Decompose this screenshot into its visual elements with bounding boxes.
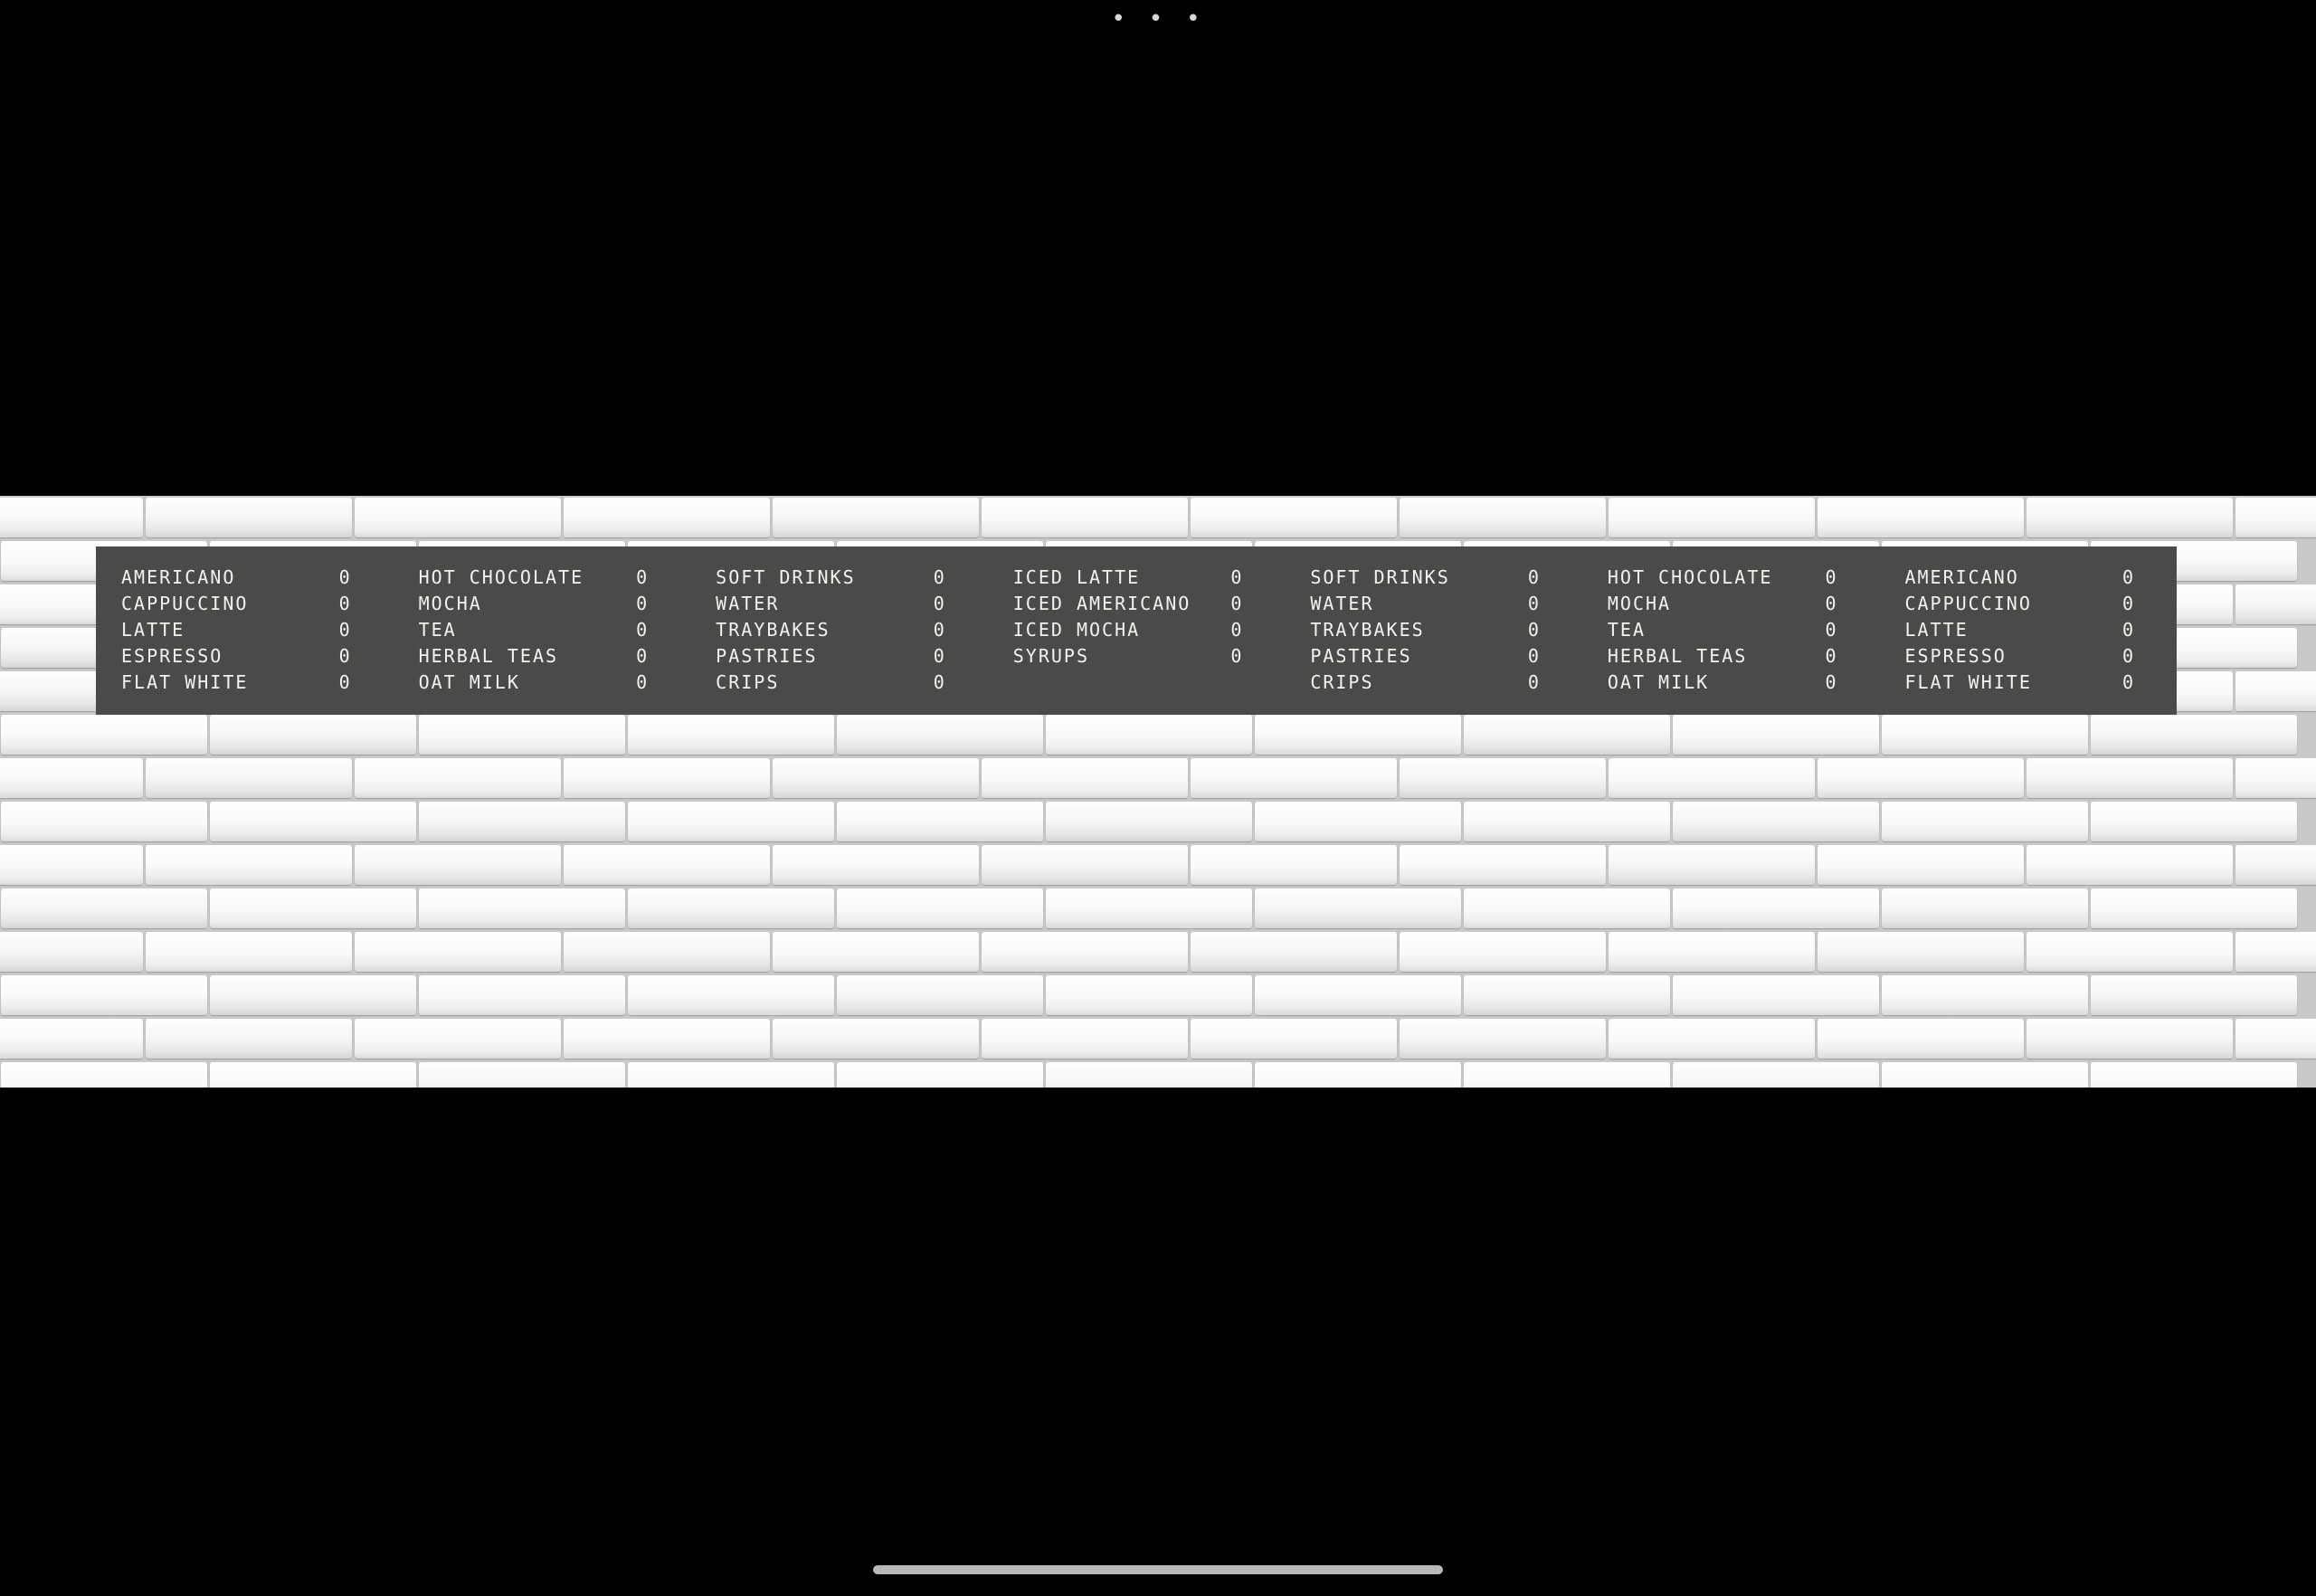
menu-item-row[interactable] — [419, 566, 691, 593]
menu-item-quantity[interactable]: 0 — [2122, 593, 2134, 614]
wall-tile — [1, 802, 207, 841]
menu-item-row[interactable] — [1904, 645, 2177, 671]
wall-tile — [1, 975, 207, 1015]
wall-tile — [564, 932, 770, 972]
wall-tile — [1882, 888, 2088, 928]
brick-row — [0, 800, 2235, 843]
menu-item-quantity[interactable]: 0 — [1825, 671, 1837, 693]
menu-item-row[interactable] — [1013, 619, 1286, 645]
menu-item-row[interactable] — [121, 619, 394, 645]
menu-item-quantity[interactable]: 0 — [2122, 645, 2134, 667]
wall-tile — [2235, 845, 2316, 885]
wall-tile — [982, 845, 1188, 885]
menu-item-quantity[interactable]: 0 — [338, 645, 350, 667]
wall-tile — [773, 1019, 979, 1059]
wall-tile — [1818, 932, 2024, 972]
menu-item-quantity[interactable]: 0 — [933, 593, 944, 614]
wall-tile — [419, 975, 625, 1015]
menu-item-label: CAPPUCCINO — [1904, 593, 2032, 614]
menu-item-row[interactable] — [121, 566, 394, 593]
menu-item-label: WATER — [1310, 593, 1374, 614]
menu-board — [96, 546, 2177, 715]
menu-item-label: AMERICANO — [1904, 566, 2019, 588]
wall-tile — [1255, 715, 1461, 755]
wall-tile — [2235, 671, 2316, 711]
wall-tile — [1818, 498, 2024, 537]
wall-tile — [210, 715, 416, 755]
menu-item-row[interactable] — [716, 566, 988, 593]
menu-item-quantity[interactable]: 0 — [1230, 593, 1242, 614]
wall-tile — [1046, 888, 1252, 928]
brick-row — [0, 496, 2316, 539]
wall-tile — [1400, 498, 1606, 537]
menu-item-quantity[interactable]: 0 — [636, 566, 648, 588]
menu-item-label: PASTRIES — [716, 645, 818, 667]
wall-tile — [1400, 845, 1606, 885]
menu-item-row[interactable] — [1310, 671, 1582, 698]
menu-item-label: LATTE — [121, 619, 185, 641]
brick-row — [0, 930, 2316, 974]
menu-item-quantity[interactable]: 0 — [1527, 671, 1539, 693]
menu-item-quantity[interactable]: 0 — [933, 619, 944, 641]
menu-item-label: ICED MOCHA — [1012, 619, 1141, 641]
wall-tile — [146, 498, 352, 537]
wall-tile — [564, 1019, 770, 1059]
menu-item-quantity[interactable]: 0 — [1527, 593, 1539, 614]
brick-row — [0, 1060, 2235, 1088]
menu-item-quantity[interactable]: 0 — [1230, 645, 1242, 667]
wall-tile — [419, 1062, 625, 1088]
wall-tile — [1673, 715, 1879, 755]
wall-tile — [2026, 758, 2233, 798]
menu-item-row[interactable] — [1608, 566, 1880, 593]
wall-tile — [146, 758, 352, 798]
menu-item-row[interactable] — [1310, 619, 1582, 645]
menu-item-quantity[interactable]: 0 — [636, 671, 648, 693]
wall-tile — [1191, 758, 1397, 798]
menu-item-label: TRAYBAKES — [1310, 619, 1425, 641]
menu-item-row[interactable] — [1608, 645, 1880, 671]
menu-item-quantity[interactable]: 0 — [933, 566, 944, 588]
wall-tile — [982, 498, 1188, 537]
wall-tile — [1, 1062, 207, 1088]
menu-item-quantity[interactable]: 0 — [1230, 566, 1242, 588]
menu-item-quantity[interactable]: 0 — [933, 671, 944, 693]
wall-tile — [0, 498, 143, 537]
wall-tile — [2026, 845, 2233, 885]
wall-tile — [1464, 715, 1670, 755]
wall-tile — [0, 1019, 143, 1059]
menu-item-row[interactable] — [121, 645, 394, 671]
menu-item-quantity[interactable]: 0 — [933, 645, 944, 667]
wall-tile — [210, 975, 416, 1015]
wall-tile — [1046, 1062, 1252, 1088]
wall-tile — [1882, 802, 2088, 841]
menu-item-label: TRAYBAKES — [716, 619, 831, 641]
wall-tile — [564, 758, 770, 798]
wall-tile — [1818, 845, 2024, 885]
wall-tile — [564, 498, 770, 537]
wall-tile — [355, 1019, 561, 1059]
wall-tile — [1046, 802, 1252, 841]
wall-tile — [355, 845, 561, 885]
wall-tile — [1400, 1019, 1606, 1059]
menu-item-quantity[interactable]: 0 — [338, 566, 350, 588]
menu-item-label: FLAT WHITE — [1904, 671, 2032, 693]
wall-tile — [2091, 975, 2297, 1015]
menu-item-row[interactable] — [1904, 671, 2177, 698]
menu-item-quantity[interactable]: 0 — [1527, 645, 1539, 667]
menu-item-row[interactable] — [419, 593, 691, 619]
wall-tile — [355, 758, 561, 798]
wall-tile — [1464, 802, 1670, 841]
wall-tile — [419, 888, 625, 928]
wall-tile — [1464, 1062, 1670, 1088]
menu-item-quantity[interactable]: 0 — [1527, 619, 1539, 641]
menu-item-label: CAPPUCCINO — [121, 593, 249, 614]
menu-column-hot-coffee-2 — [1879, 566, 2177, 698]
wall-tile — [1, 888, 207, 928]
menu-column-other-hot-drinks — [394, 566, 691, 698]
wall-tile — [1046, 975, 1252, 1015]
wall-tile — [2091, 715, 2297, 755]
menu-item-row[interactable] — [121, 593, 394, 619]
menu-item-quantity[interactable]: 0 — [2122, 671, 2134, 693]
menu-item-quantity[interactable]: 0 — [1825, 645, 1837, 667]
brick-row — [0, 756, 2316, 800]
wall-tile — [210, 802, 416, 841]
brick-row — [0, 1017, 2316, 1060]
wall-tile — [1609, 845, 1815, 885]
wall-tile — [2091, 802, 2297, 841]
wall-tile — [628, 715, 834, 755]
wall-tile — [0, 845, 143, 885]
wall-tile — [0, 758, 143, 798]
menu-item-row[interactable] — [419, 619, 691, 645]
menu-item-label: HERBAL TEAS — [418, 645, 559, 667]
menu-item-label: OAT MILK — [418, 671, 520, 693]
menu-item-quantity[interactable]: 0 — [1825, 566, 1837, 588]
menu-item-label: SOFT DRINKS — [1310, 566, 1450, 588]
menu-item-row[interactable] — [1013, 566, 1286, 593]
wall-tile — [628, 802, 834, 841]
menu-item-label: ICED AMERICANO — [1012, 593, 1191, 614]
wall-tile — [1255, 802, 1461, 841]
wall-tile — [773, 845, 979, 885]
menu-item-quantity[interactable]: 0 — [338, 593, 350, 614]
wall-tile — [355, 932, 561, 972]
menu-item-quantity[interactable]: 0 — [2122, 566, 2134, 588]
wall-tile — [1818, 1019, 2024, 1059]
brick-row — [0, 843, 2316, 887]
menu-column-iced-drinks — [988, 566, 1286, 698]
wall-tile — [2235, 1019, 2316, 1059]
wall-tile — [982, 1019, 1188, 1059]
menu-item-row[interactable] — [716, 671, 988, 698]
menu-item-quantity[interactable]: 0 — [1230, 619, 1242, 641]
wall-tile — [837, 802, 1043, 841]
home-indicator[interactable] — [873, 1565, 1443, 1574]
wall-tile — [1673, 802, 1879, 841]
menu-item-row[interactable] — [716, 619, 988, 645]
menu-column-hot-coffee — [96, 566, 394, 698]
menu-item-row[interactable] — [1013, 671, 1286, 698]
menu-item-label: AMERICANO — [121, 566, 236, 588]
menu-item-quantity[interactable]: 0 — [1825, 593, 1837, 614]
wall-tile — [773, 932, 979, 972]
wall-tile — [146, 932, 352, 972]
menu-item-row[interactable] — [1904, 593, 2177, 619]
menu-item-row[interactable] — [716, 593, 988, 619]
wall-tile — [1191, 498, 1397, 537]
wall-tile — [982, 758, 1188, 798]
menu-item-row[interactable] — [1608, 593, 1880, 619]
menu-item-row[interactable] — [1310, 593, 1582, 619]
wall-tile — [628, 975, 834, 1015]
wall-tile — [355, 498, 561, 537]
brick-row — [0, 887, 2235, 930]
menu-item-row[interactable] — [1310, 645, 1582, 671]
wall-tile — [2235, 498, 2316, 537]
menu-item-row[interactable] — [419, 645, 691, 671]
wall-tile — [146, 845, 352, 885]
menu-item-label: TEA — [418, 619, 457, 641]
wall-tile — [628, 1062, 834, 1088]
wall-tile — [1609, 758, 1815, 798]
wall-tile — [1046, 715, 1252, 755]
menu-item-label: FLAT WHITE — [121, 671, 249, 693]
menu-item-label: HERBAL TEAS — [1607, 645, 1748, 667]
menu-item-label: OAT MILK — [1607, 671, 1710, 693]
wall-tile — [419, 715, 625, 755]
menu-item-row[interactable] — [1310, 566, 1582, 593]
wall-tile — [837, 888, 1043, 928]
menu-item-label: SYRUPS — [1012, 645, 1089, 667]
wall-tile — [2235, 932, 2316, 972]
wall-tile — [2235, 584, 2316, 624]
wall-tile — [419, 802, 625, 841]
menu-item-quantity[interactable]: 0 — [636, 645, 648, 667]
wall-tile — [1464, 888, 1670, 928]
wall-tile — [982, 932, 1188, 972]
wall-tile — [210, 888, 416, 928]
wall-tile — [1255, 888, 1461, 928]
menu-item-row[interactable] — [1608, 671, 1880, 698]
wall-tile — [1400, 932, 1606, 972]
wall-tile — [2026, 1019, 2233, 1059]
menu-column-cold-and-food — [690, 566, 988, 698]
brick-row — [0, 974, 2235, 1017]
menu-item-row[interactable] — [1013, 645, 1286, 671]
wall-tile — [1673, 975, 1879, 1015]
menu-item-row[interactable] — [716, 645, 988, 671]
wall-tile — [1191, 1019, 1397, 1059]
menu-item-label: PASTRIES — [1310, 645, 1412, 667]
wall-tile — [2235, 758, 2316, 798]
wall-tile — [773, 498, 979, 537]
brick-row — [0, 713, 2235, 756]
wall-tile — [1818, 758, 2024, 798]
wall-tile — [1400, 758, 1606, 798]
menu-item-label: SOFT DRINKS — [716, 566, 856, 588]
menu-item-quantity[interactable]: 0 — [338, 671, 350, 693]
menu-item-label: HOT CHOCOLATE — [1607, 566, 1773, 588]
wall-tile — [0, 932, 143, 972]
menu-item-label: ESPRESSO — [121, 645, 223, 667]
wall-tile — [2091, 1062, 2297, 1088]
wall-tile — [837, 975, 1043, 1015]
menu-column-cold-and-food-2 — [1285, 566, 1582, 698]
wall-tile — [773, 758, 979, 798]
menu-item-label: ICED LATTE — [1012, 566, 1141, 588]
wall-tile — [2091, 888, 2297, 928]
wall-tile — [1255, 975, 1461, 1015]
wall-tile — [1, 715, 207, 755]
wall-tile — [1673, 1062, 1879, 1088]
wall-tile — [1609, 1019, 1815, 1059]
menu-item-label: MOCHA — [418, 593, 482, 614]
wall-tile — [564, 845, 770, 885]
menu-item-label: ESPRESSO — [1904, 645, 2007, 667]
wall-tile — [837, 715, 1043, 755]
menu-item-row[interactable] — [121, 671, 394, 698]
wall-tile — [628, 888, 834, 928]
wall-tile — [1882, 715, 2088, 755]
menu-column-other-hot-drinks-2 — [1582, 566, 1880, 698]
wall-tile — [210, 1062, 416, 1088]
wall-tile — [1191, 932, 1397, 972]
menu-item-quantity[interactable]: 0 — [1527, 566, 1539, 588]
menu-item-quantity[interactable]: 0 — [636, 593, 648, 614]
menu-item-label: HOT CHOCOLATE — [418, 566, 584, 588]
wall-tile — [1609, 932, 1815, 972]
menu-item-label: CRIPS — [716, 671, 780, 693]
menu-item-quantity[interactable]: 0 — [1825, 619, 1837, 641]
wall-tile — [1191, 845, 1397, 885]
menu-item-row[interactable] — [1904, 619, 2177, 645]
menu-item-quantity[interactable]: 0 — [636, 619, 648, 641]
menu-item-label: LATTE — [1904, 619, 1969, 641]
wall-tile — [146, 1019, 352, 1059]
menu-item-label: WATER — [716, 593, 780, 614]
menu-item-row[interactable] — [419, 671, 691, 698]
menu-item-quantity[interactable]: 0 — [338, 619, 350, 641]
menu-item-row[interactable] — [1608, 619, 1880, 645]
wall-tile — [1464, 975, 1670, 1015]
wall-tile — [2026, 932, 2233, 972]
status-dots: • • • — [1111, 5, 1205, 33]
menu-item-label: CRIPS — [1310, 671, 1374, 693]
menu-item-row[interactable] — [1013, 593, 1286, 619]
menu-item-label: MOCHA — [1607, 593, 1672, 614]
wall-tile — [1255, 1062, 1461, 1088]
wall-tile — [1609, 498, 1815, 537]
wall-tile — [1882, 975, 2088, 1015]
wall-tile — [1882, 1062, 2088, 1088]
wall-tile — [2026, 498, 2233, 537]
wall-tile — [837, 1062, 1043, 1088]
menu-item-label: TEA — [1607, 619, 1647, 641]
wall-tile — [1673, 888, 1879, 928]
menu-item-quantity[interactable]: 0 — [2122, 619, 2134, 641]
menu-item-row[interactable] — [1904, 566, 2177, 593]
